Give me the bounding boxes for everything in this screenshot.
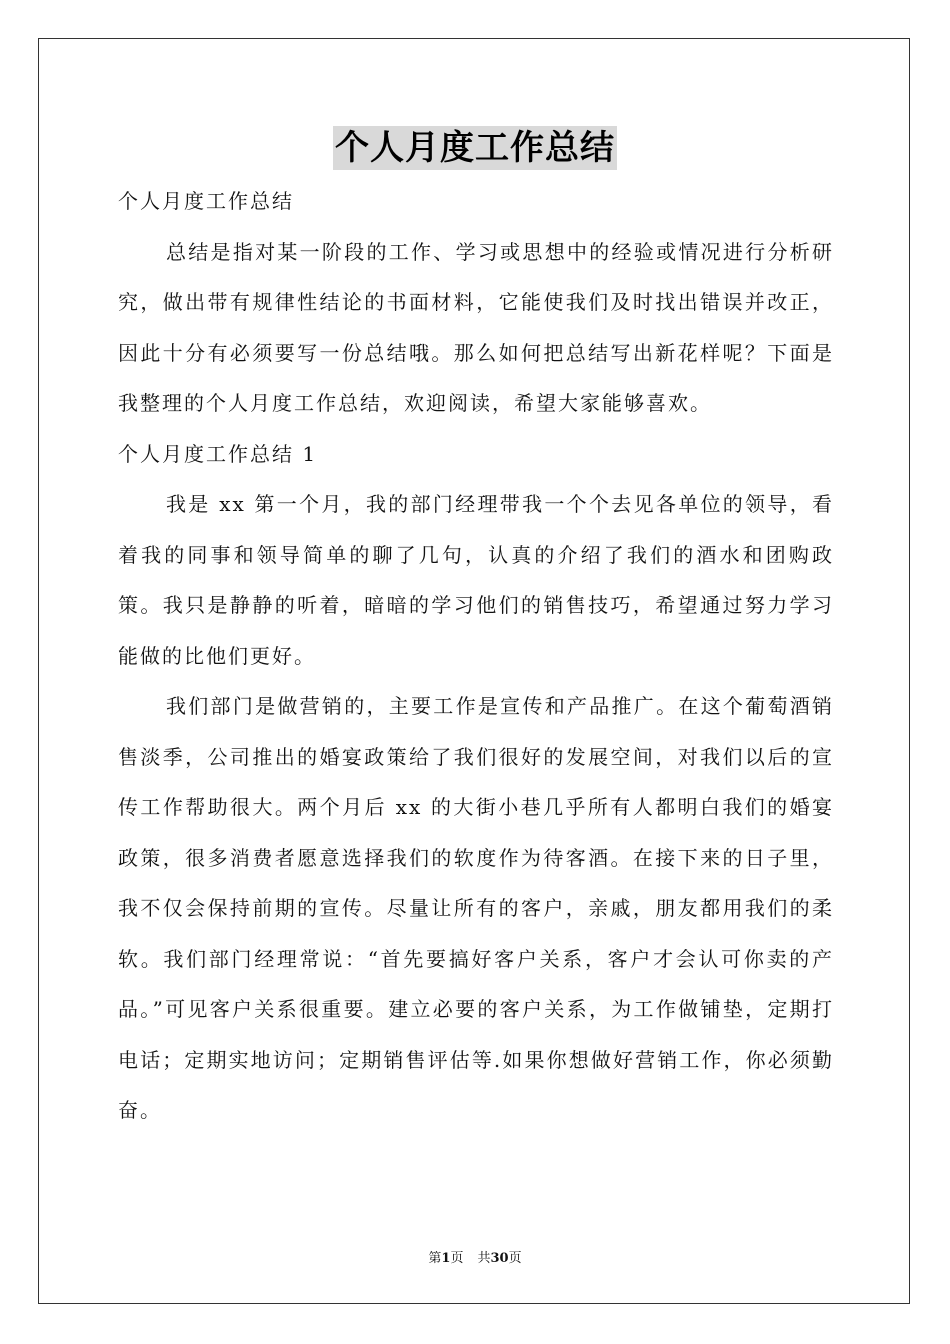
page-current: 1: [441, 1251, 451, 1266]
paragraph-body-1: 我是 xx 第一个月，我的部门经理带我一个个去见各单位的领导，看着我的同事和领导简单的聊了几句，认真的介绍了我们的酒水和团购政策。我只是静静的听着，暗暗的学习他们的销售技巧，希望通过努力学习能做的比他们更好。: [118, 492, 834, 668]
total-prefix: 共: [477, 1251, 491, 1266]
page-suffix: 页: [450, 1251, 464, 1266]
total-pages: 30: [490, 1251, 509, 1266]
paragraph-subtitle: 个人月度工作总结: [118, 189, 294, 213]
page-prefix: 第: [428, 1251, 442, 1266]
paragraph-body-2: 我们部门是做营销的，主要工作是宣传和产品推广。在这个葡萄酒销售淡季，公司推出的婚宴政策给了我们很好的发展空间，对我们以后的宣传工作帮助很大。两个月后 xx 的大街小巷几乎所有人都明白我们的婚宴政策，很多消费者愿意选择我们的软度作为待客酒。在接下来的日子里，我不仅会保持前期的宣传。尽量让所有的客户，亲戚，朋友都用我们的柔软。我们部门经理常说：“首先要搞好客户关系，客户才会认可你卖的产品。”可见客户关系很重要。建立必要的客户关系，为工作做铺垫，定期打电话；定期实地访问；定期销售评估等.如果你想做好营销工作，你必须勤奋。: [118, 694, 834, 1122]
page-footer: [0, 1247, 950, 1266]
paragraph-section-heading: 个人月度工作总结 1: [118, 441, 318, 466]
document-title: 个人月度工作总结: [335, 128, 615, 168]
paragraph-intro: 总结是指对某一阶段的工作、学习或思想中的经验或情况进行分析研究，做出带有规律性结论的书面材料，它能使我们及时找出错误并改正，因此十分有必须要写一份总结哦。那么如何把总结写出新花样呢？下面是我整理的个人月度工作总结，欢迎阅读，希望大家能够喜欢。: [118, 239, 834, 415]
total-suffix: 页: [508, 1251, 522, 1266]
document-body: [118, 176, 834, 1136]
title-container: [0, 126, 950, 170]
